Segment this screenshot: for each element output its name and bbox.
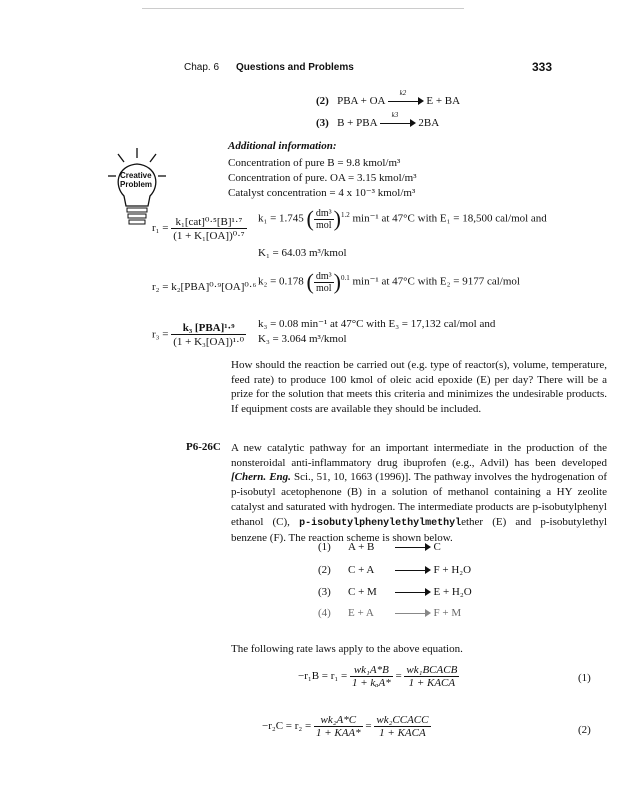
scheme-row-3: (3) C + M E + H₂O xyxy=(318,586,472,598)
top-rule xyxy=(142,8,464,9)
reaction-arrow-icon xyxy=(395,587,431,597)
k2-value: k₂ = 0.178 ( $\frac{\text{dm³}}{\text{mol}}$ )$^{0.1}$ min⁻¹ at 47°C with E₂ = 9177 cal/mol xyxy=(258,269,520,294)
chemical-name: p-isobutylphenylethylmethyl xyxy=(299,517,462,529)
icon-label-creative: Creative xyxy=(120,171,152,180)
rate-intro: The following rate laws apply to the above equation. xyxy=(231,643,463,655)
rate-law-r1: r₁ = $\frac{\text{k₁[cat]⁰·⁵[B]¹·⁷}}{\text{(1 + K₁[OA])⁰·⁷}}$ xyxy=(152,216,245,242)
additional-info-heading: Additional information: xyxy=(228,140,337,152)
reaction-arrow-icon xyxy=(395,608,431,618)
reaction-arrow-icon: k3 xyxy=(380,118,416,128)
reaction-arrow-icon: k2 xyxy=(388,96,424,106)
equation-2: −r₂C = r₂ = $\frac{\text{wk₂A*C}}{\text{1 + KAA*}}$ = $\frac{\text{wk₂CCACC}}{\text{1 + KACA}}$ xyxy=(262,714,429,739)
reaction-arrow-icon xyxy=(395,565,431,575)
reaction-2: (2) PBA + OA k2 E + BA xyxy=(316,89,461,107)
chapter-label: Chap. 6 xyxy=(184,62,220,73)
icon-label-problem: Problem xyxy=(120,180,153,189)
reaction-3: (3) B + PBA k3 2BA xyxy=(316,111,440,129)
k3-value: k₃ = 0.08 min⁻¹ at 47°C with E₃ = 17,132 cal/mol and xyxy=(258,318,496,330)
equation-2-tag: (2) xyxy=(578,724,591,736)
info-line-oa: Concentration of pure. OA = 3.15 kmol/m³ xyxy=(228,172,417,184)
equation-1: −r₁B = r₁ = $\frac{\text{wk₁A*B}}{\text{1 + kₐA*}}$ = $\frac{\text{wk₁BCACB}}{\text{1 + KACA}}$ xyxy=(298,664,458,689)
question-paragraph: How should the reaction be carried out (e.g. type of reactor(s), volume, temperature, feed rate) to produce 100 kmol of oleic acid epoxide (E) per day? There will be a prize for the solution that meets this criteria and minimizes the undesirable products. If equipment costs are available they should be included. xyxy=(231,359,607,416)
page-number: 333 xyxy=(532,60,553,74)
K1-value: K₁ = 64.03 m³/kmol xyxy=(258,247,347,259)
section-title: Questions and Problems xyxy=(236,62,354,73)
scheme-row-2: (2) C + A F + H₂O xyxy=(318,564,472,576)
info-line-catalyst: Catalyst concentration = 4 x 10⁻³ kmol/m³ xyxy=(228,187,416,199)
scheme-row-1: (1) A + B C xyxy=(318,541,441,553)
problem-paragraph: A new catalytic pathway for an important intermediate in the production of the nonsteroidal anti-inflammatory drug ibuprofen (e.g., Advil) has been developed [Chern. Eng. Sci., 51, 10, 1663 (1996)]. The pathway involves the hydrogenation of p-isobutyl acetophenone (B) in a solution of methanol containing a HY zeolite catalyst and saturated with hydrogen. The intermediate products are p-isobutylphenyl ethanol (C), p-isobutylphenylethylmethylether (E) and p-isobutylethyl benzene (F). The reaction scheme is shown below. xyxy=(231,442,607,545)
scheme-row-4: (4) E + A F + M xyxy=(318,607,462,619)
k1-value: k₁ = 1.745 ( $\frac{\text{dm³}}{\text{mol}}$ )$^{1.2}$ min⁻¹ at 47°C with E₁ = 18,500 cal/mol and xyxy=(258,206,547,231)
equation-1-tag: (1) xyxy=(578,672,591,684)
K3-value: K₃ = 3.064 m³/kmol xyxy=(258,333,347,345)
reaction-arrow-icon xyxy=(395,542,431,552)
rate-law-r2: r₂ = k₂[PBA]⁰·⁹[OA]⁰·⁶ xyxy=(152,281,257,293)
info-line-b: Concentration of pure B = 9.8 kmol/m³ xyxy=(228,157,401,169)
rate-law-r3: r₃ = $\frac{\text{k₃ [PBA]¹·⁹}}{\text{(1 + K₃[OA])¹·⁰}}$ xyxy=(152,322,245,348)
problem-label: P6-26C xyxy=(186,441,221,453)
